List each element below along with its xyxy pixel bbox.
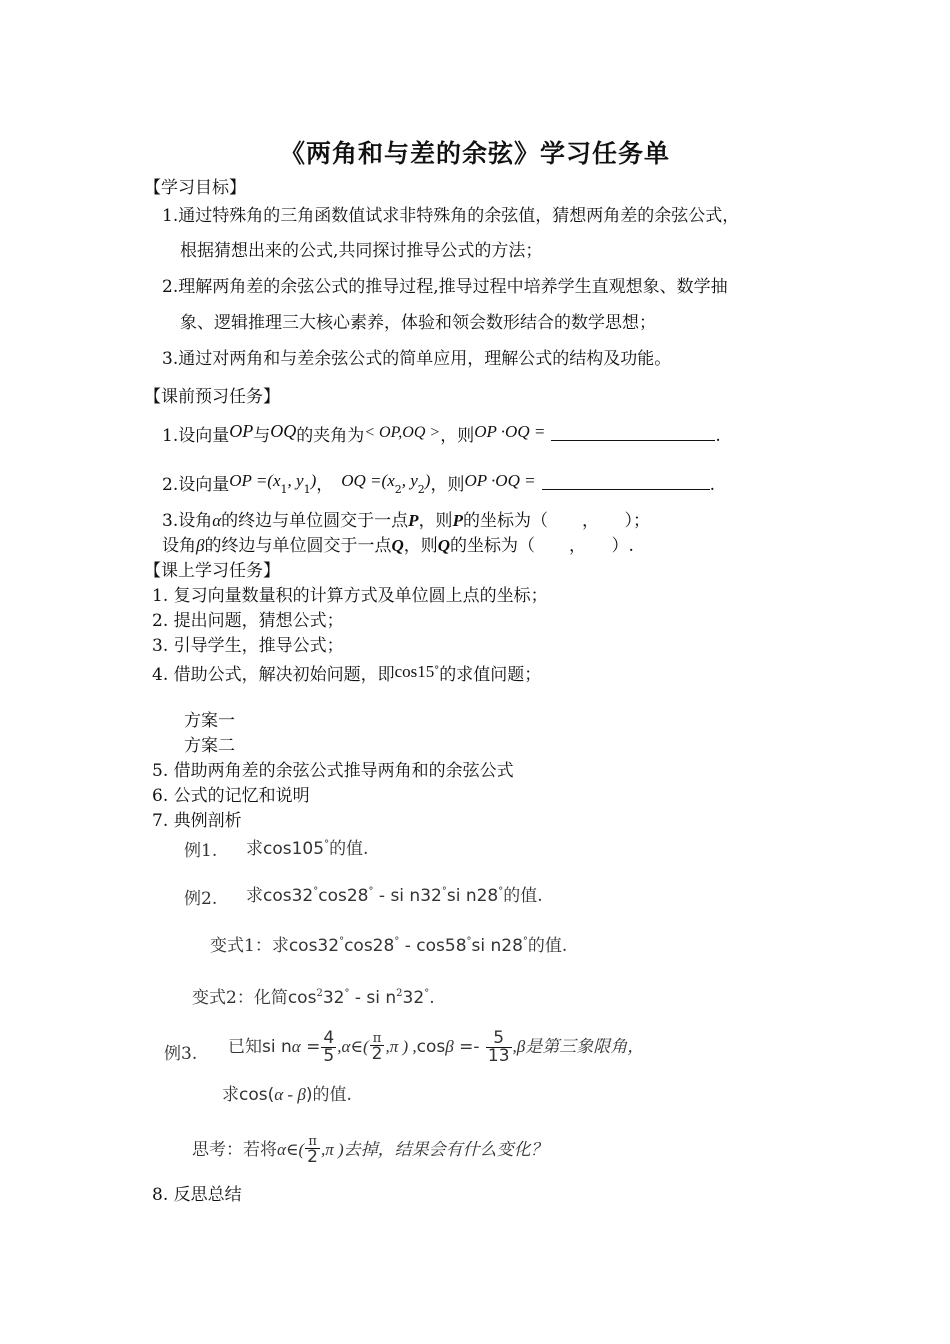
inclass-heading: 【课上学习任务】 [144,561,280,581]
preview-question-3b: 设角β的终边与单位圆交于一点Q，则Q的坐标为（ ， ）. [162,536,634,556]
example-1-label: 例1. [184,841,218,861]
inclass-item: 8. 反思总结 [152,1185,242,1205]
inclass-item: 2. 提出问题，猜想公式； [152,611,344,631]
example-3-line-2: 求cos(α - β)的值. [222,1085,352,1105]
fraction-5-13: $\frac{5}{13}$ [487,1028,510,1066]
preview-heading: 【课前预习任务】 [144,387,280,407]
example-1: 求cos105°的值. [246,839,369,859]
variant-1: 变式1：求cos32°cos28° - cos58°si n28°的值. [210,936,568,956]
inclass-item: 7. 典例剖析 [152,811,242,831]
fraction-pi-2: $\frac{\pi}{2}$ [371,1031,383,1064]
page-title: 《两角和与差的余弦》学习任务单 [279,139,670,168]
think-question: 思考：若将α∈( $\frac{\pi}{2}$ ,π )去掉，结果会有什么变化？ [192,1134,548,1167]
plan-two: 方案二 [184,736,235,756]
goal-line: 3.通过对两角和与差余弦公式的简单应用，理解公式的结构及功能。 [162,349,672,369]
answer-blank[interactable] [551,424,715,441]
inclass-item-4: 4. 借助公式，解决初始问题，即cos15°的求值问题； [152,662,542,685]
plan-one: 方案一 [184,711,235,731]
goal-line: 2.理解两角差的余弦公式的推导过程,推导过程中培养学生直观想象、数学抽 [162,277,728,297]
goal-line: 根据猜想出来的公式,共同探讨推导公式的方法； [180,241,543,261]
inclass-item: 6. 公式的记忆和说明 [152,786,310,806]
example-3: 已知si nα = $\frac{4}{5}$ ,α∈( $\frac{\pi}{2}$ ,π ) ,cosβ =- $\frac{5}{13}$ ,β是第三象限角， [228,1028,645,1066]
example-2-label: 例2. [184,889,218,909]
goals-heading: 【学习目标】 [144,178,246,198]
preview-question-3a: 3.设角α的终边与单位圆交于一点P，则P的坐标为（ ， ）； [162,511,650,531]
answer-blank[interactable] [542,473,710,490]
example-2: 求cos32°cos28° - si n32°si n28°的值. [246,886,543,906]
fraction-4-5: $\frac{4}{5}$ [323,1028,335,1066]
goal-line: 1.通过特殊角的三角函数值试求非特殊角的余弦值，猜想两角差的余弦公式， [162,206,740,226]
goal-line: 象、逻辑推理三大核心素养，体验和领会数形结合的数学思想； [180,313,656,333]
inclass-item: 3. 引导学生，推导公式； [152,636,344,656]
inclass-item: 1. 复习向量数量积的计算方式及单位圆上点的坐标； [152,586,548,606]
example-3-label: 例3. [164,1044,198,1064]
preview-question-2: 2.设向量OP $=(x_1$, $y_1$)， OQ $=(x_2$, $y_2$)，则OP ·OQ = . [162,471,715,496]
variant-2: 变式2：化简$\cos^232^\circ$ - si $n^232^\circ$. [192,988,435,1008]
fraction-pi-2: $\frac{\pi}{2}$ [307,1134,318,1167]
inclass-item: 5. 借助两角差的余弦公式推导两角和的余弦公式 [152,761,514,781]
preview-question-1: 1.设向量OP与OQ的夹角为< OP,OQ >，则OP ·OQ = . [162,421,721,446]
